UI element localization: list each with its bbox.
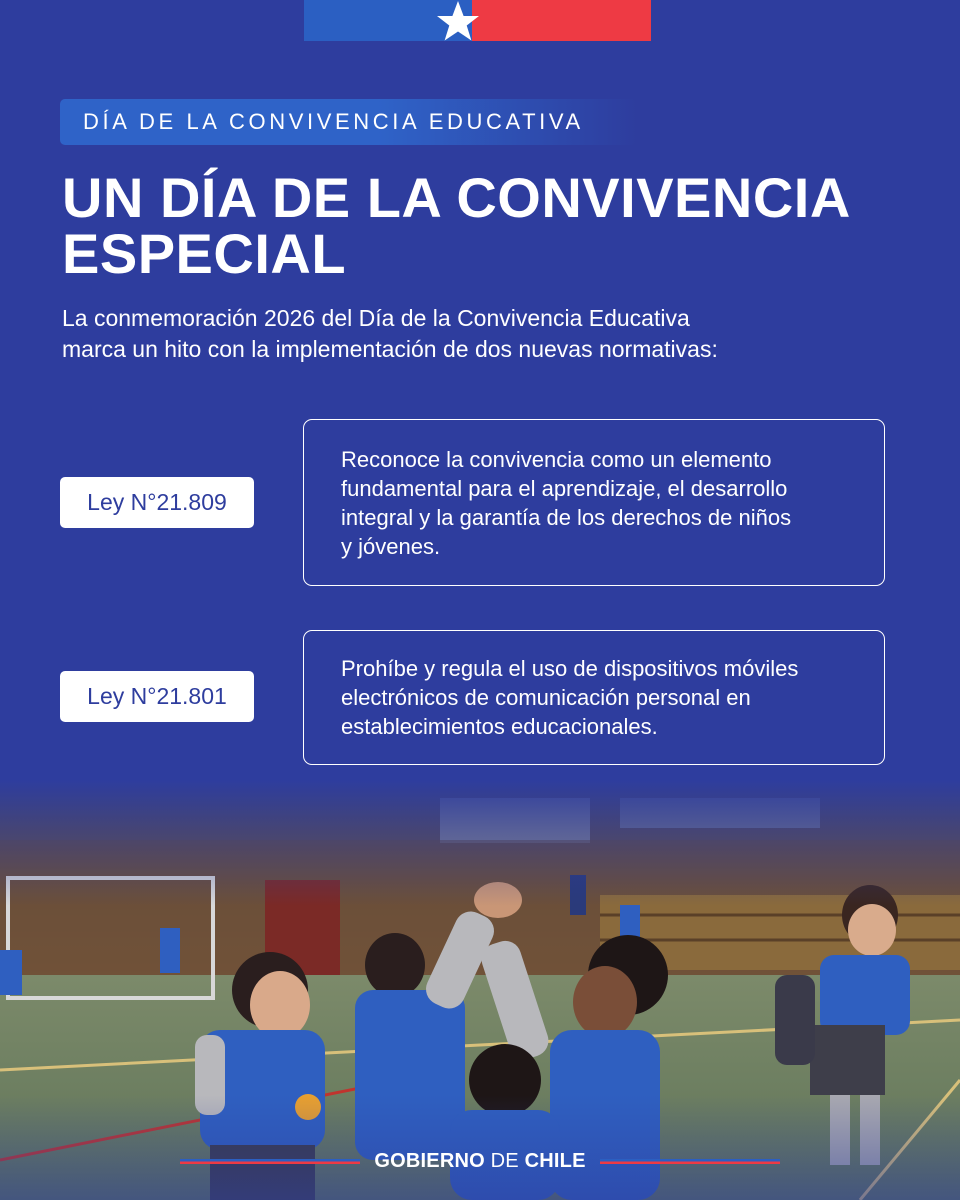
law-badge-21809: Ley N°21.809 (60, 477, 254, 528)
law-badge-21801: Ley N°21.801 (60, 671, 254, 722)
intro-line-2: marca un hito con la implementación de dos nuevas normativas: (62, 336, 718, 362)
flag-red-band (472, 0, 651, 41)
desc-line: integral y la garantía de los derechos de niños (341, 504, 792, 530)
desc-line: electrónicos de comunicación personal en (341, 685, 751, 710)
desc-line: fundamental para el aprendizaje, el desarrollo (341, 475, 788, 501)
desc-line: establecimientos educacionales. (341, 714, 658, 739)
children-gym-photo (0, 780, 960, 1200)
star-icon (434, 0, 482, 43)
desc-line: Reconoce la convivencia como un elemento (341, 446, 772, 472)
gobierno-de-chile-logo (0, 1150, 960, 1172)
eyebrow-label: DÍA DE LA CONVIVENCIA EDUCATIVA (60, 99, 637, 145)
law-description-21809 (303, 419, 885, 586)
title-line-2: ESPECIAL (62, 222, 347, 285)
flag-blue-band (304, 0, 472, 41)
logo-flag-stripe-left (180, 1159, 360, 1164)
desc-line: Prohíbe y regula el uso de dispositivos móviles (341, 656, 799, 681)
page-title (62, 166, 922, 285)
law-description-21801 (303, 630, 885, 765)
logo-word-gobierno: GOBIERNO (374, 1149, 485, 1172)
intro-line-1: La conmemoración 2026 del Día de la Convivencia Educativa (62, 305, 690, 331)
chile-flag-icon (304, 0, 651, 41)
desc-line: y jóvenes. (341, 533, 441, 559)
title-line-1: UN DÍA DE LA CONVIVENCIA (62, 166, 851, 229)
logo-word-chile: CHILE (524, 1149, 586, 1172)
intro-paragraph (62, 303, 902, 365)
logo-flag-stripe-right (600, 1159, 780, 1164)
logo-word-de: DE (490, 1149, 519, 1172)
logo-wordmark (374, 1150, 585, 1173)
